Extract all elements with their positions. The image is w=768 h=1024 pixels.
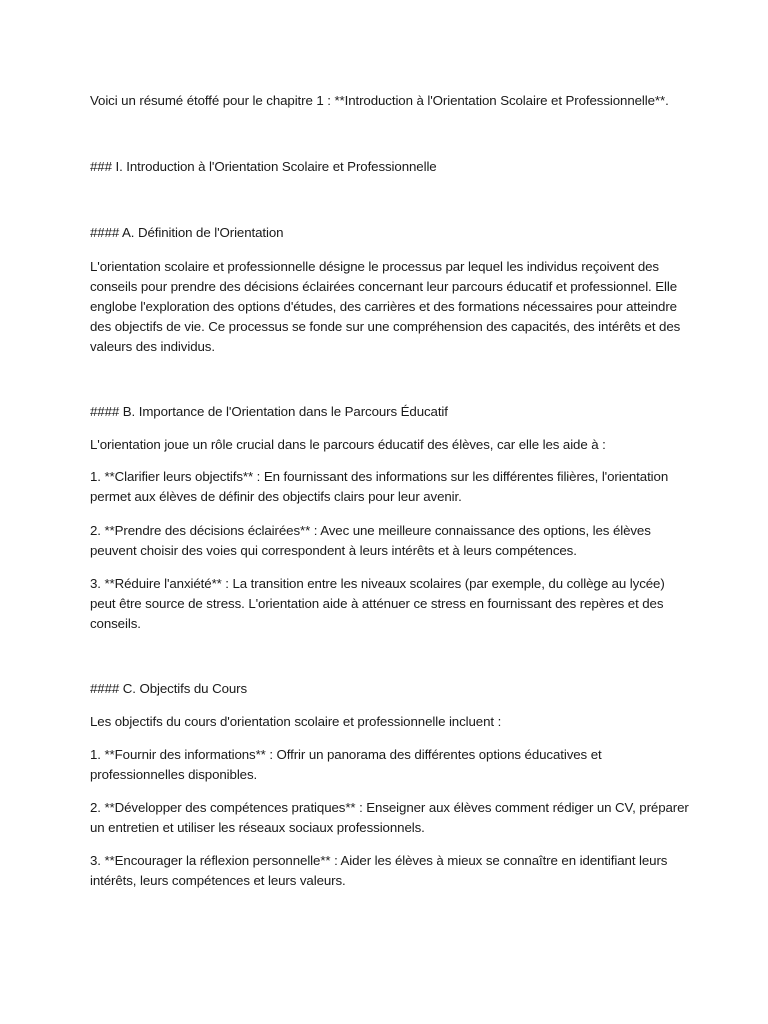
subsection-b-list-item-line: 1. **Clarifier leurs objectifs** : En fournissant des informations sur les différentes filières, l'orientation: [90, 469, 669, 484]
subsection-b-list-item-line: peuvent choisir des voies qui correspondent à leurs intérêts et à leurs compétences.: [90, 543, 577, 558]
subsection-b-list-item-line: 2. **Prendre des décisions éclairées** : Avec une meilleure connaissance des options, les élèves: [90, 523, 651, 538]
subsection-c-list-item-line: professionnelles disponibles.: [90, 767, 258, 782]
subsection-a-paragraph-line: des objectifs de vie. Ce processus se fonde sur une compréhension des capacités, des intérêts et des: [90, 319, 681, 334]
intro-text: Voici un résumé étoffé pour le chapitre 1 : **Introduction à l'Orientation Scolaire et Professionnelle**.: [90, 93, 669, 108]
subsection-c-lead: Les objectifs du cours d'orientation scolaire et professionnelle incluent :: [90, 714, 502, 729]
subsection-b-list-item-line: permet aux élèves de définir des objectifs clairs pour leur avenir.: [90, 489, 462, 504]
subsection-b-lead: L'orientation joue un rôle crucial dans le parcours éducatif des élèves, car elle les aide à :: [90, 437, 606, 452]
subsection-c-list-item-line: 2. **Développer des compétences pratiques** : Enseigner aux élèves comment rédiger un CV, préparer: [90, 800, 689, 815]
subsection-c-list-item-line: un entretien et utiliser les réseaux sociaux professionnels.: [90, 820, 425, 835]
subsection-c-list-item-line: 3. **Encourager la réflexion personnelle** : Aider les élèves à mieux se connaître en identifiant leurs: [90, 853, 668, 868]
subsection-c-list-item-line: 1. **Fournir des informations** : Offrir un panorama des différentes options éducatives et: [90, 747, 602, 762]
subsection-b-list-item-line: 3. **Réduire l'anxiété** : La transition entre les niveaux scolaires (par exemple, du collège au lycée): [90, 576, 665, 591]
section-heading: ### I. Introduction à l'Orientation Scolaire et Professionnelle: [90, 159, 437, 174]
subsection-b-list-item-line: conseils.: [90, 616, 141, 631]
subsection-b-list-item-line: peut être source de stress. L'orientation aide à atténuer ce stress en fournissant des repères et des: [90, 596, 664, 611]
subsection-a-heading: #### A. Définition de l'Orientation: [90, 225, 284, 240]
subsection-c-list-item-line: intérêts, leurs compétences et leurs valeurs.: [90, 873, 346, 888]
subsection-a-paragraph-line: englobe l'exploration des options d'études, des carrières et des formations nécessaires pour atteindre: [90, 299, 677, 314]
subsection-b-heading: #### B. Importance de l'Orientation dans le Parcours Éducatif: [90, 404, 448, 419]
subsection-c-heading: #### C. Objectifs du Cours: [90, 681, 248, 696]
subsection-a-paragraph-line: L'orientation scolaire et professionnelle désigne le processus par lequel les individus reçoivent des: [90, 259, 659, 274]
subsection-a-paragraph-line: conseils pour prendre des décisions éclairées concernant leur parcours éducatif et professionnel. Elle: [90, 279, 678, 294]
subsection-a-paragraph-line: valeurs des individus.: [90, 339, 215, 354]
